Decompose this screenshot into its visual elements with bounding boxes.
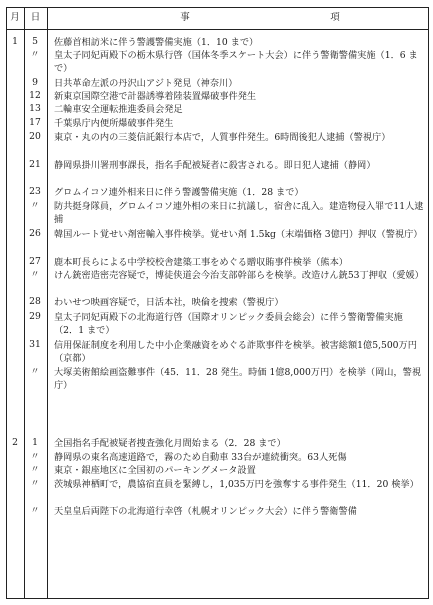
row-event-text: 皇太子同妃両殿下の北海道行啓（国際オリンピック委員会総会）に伴う警衛警備実施（2．1 まで） [54, 312, 403, 336]
row-day: 5 [32, 36, 38, 47]
row-event-text: わいせつ映画容疑で，日活本社，映倫を捜索（警視庁） [54, 297, 284, 308]
table-row [0, 437, 433, 450]
table-row [0, 451, 433, 464]
row-day: 26 [29, 228, 41, 239]
header-event-right: 項 [330, 12, 340, 23]
table-row [0, 311, 433, 337]
table-row [0, 296, 433, 309]
row-event-text: 韓国ルート覚せい剤密輸入事件検挙。覚せい剤 1.5kg（末端価格 3億円）押収（警視庁） [54, 229, 423, 240]
row-event-text: けん銃密造密売容疑で，博徒侠道会今治支部幹部らを検挙。改造けん銃53丁押収（愛媛） [54, 270, 424, 281]
row-day: 12 [29, 90, 41, 101]
row-event-text: 新東京国際空港で計器誘導着陸装置爆破事件発生 [54, 91, 257, 102]
row-event-text: 鹿本町長らによる中学校校舎建築工事をめぐる贈収賄事件検挙（熊本） [54, 257, 348, 268]
header-event-left: 事 [180, 12, 190, 23]
row-event-text: 天皇皇后両陛下の北海道行幸啓（札幌オリンピック大会）に伴う警衛警備 [54, 506, 357, 517]
table-row [0, 36, 433, 49]
row-day: 21 [29, 159, 41, 170]
header-rule [6, 29, 429, 30]
table-row [0, 131, 433, 157]
row-event-text: 全国指名手配被疑者捜査強化月間始まる（2．28 まで） [54, 438, 286, 449]
row-event-text: グロムイコソ連外相来日に伴う警護警備実施（1．28 まで） [54, 187, 304, 198]
row-day: 13 [29, 103, 41, 114]
row-day: 17 [29, 117, 41, 128]
row-day: 20 [29, 131, 41, 142]
header-month: 月 [10, 12, 20, 23]
row-event-text: 二輪車安全運転推進委員会発足 [54, 104, 183, 115]
row-event-text: 皇太子同妃両殿下の栃木県行啓（国体冬季スケート大会）に伴う警衛警備実施（1．6 まで） [54, 50, 418, 74]
bottom-rule [6, 598, 429, 599]
header-day: 日 [30, 12, 41, 23]
table-row [0, 269, 433, 295]
table-row [0, 464, 433, 477]
row-event-text: 佐藤首相訪米に伴う警護警備実施（1．10 まで） [54, 37, 259, 48]
row-event-text: 千葉県庁内便所爆破事件発生 [54, 118, 174, 129]
row-day: 9 [32, 77, 38, 88]
table-row [0, 339, 433, 365]
table-row [0, 366, 433, 392]
row-event-text: 信用保証制度を利用した中小企業融資をめぐる詐欺事件を検挙。被害総額1億5,500万円（京都） [54, 340, 417, 364]
table-row [0, 228, 433, 254]
row-day: 1 [32, 437, 38, 448]
top-rule [6, 7, 429, 8]
row-month: 1 [12, 36, 18, 47]
table-row [0, 103, 433, 116]
row-day: 28 [29, 296, 41, 307]
row-day: 〃 [30, 505, 40, 516]
row-event-text: 防共挺身隊員，グロムイコソ連外相の来日に抗議し，宿舎に乱入。建造物侵入罪で11人逮捕 [54, 201, 424, 225]
row-day: 31 [29, 339, 41, 350]
table-row [0, 200, 433, 226]
row-event-text: 日共革命左派の丹沢山アジト発見（神奈川） [54, 78, 238, 89]
table-row [0, 505, 433, 518]
row-event-text: 大塚美術館絵画盗難事件（45．11．28 発生。時価 1億8,000万円）を検挙（岡山，警視庁） [54, 367, 422, 391]
row-event-text: 静岡県の東名高速道路で，霧のため自動車 33台が連続衝突。63人死傷 [54, 452, 347, 463]
row-event-text: 茨城県神栖町で，農協宿直員を緊縛し，1,035万円を強奪する事件発生（11．20 検挙） [54, 479, 419, 490]
row-month: 2 [12, 437, 18, 448]
row-day: 〃 [30, 451, 40, 462]
table-row [0, 186, 433, 199]
table-row [0, 256, 433, 269]
table-row [0, 159, 433, 185]
row-day: 〃 [30, 49, 40, 60]
row-day: 〃 [30, 269, 40, 280]
table-row [0, 117, 433, 130]
row-day: 27 [29, 256, 41, 267]
row-day: 〃 [30, 200, 40, 211]
row-day: 23 [29, 186, 41, 197]
table-row [0, 49, 433, 75]
table-row [0, 77, 433, 90]
row-event-text: 静岡県掛川署刑事課長，指名手配被疑者に殺害される。即日犯人逮捕（静岡） [54, 160, 376, 171]
row-day: 〃 [30, 478, 40, 489]
row-day: 29 [29, 311, 41, 322]
row-event-text: 東京・丸の内の三菱信託銀行本店で，人質事件発生。6時間後犯人逮捕（警視庁） [54, 132, 391, 143]
row-day: 〃 [30, 464, 40, 475]
table-row [0, 90, 433, 103]
row-event-text: 東京・銀座地区に全国初のパーキングメータ設置 [54, 465, 256, 476]
table-row [0, 478, 433, 504]
row-day: 〃 [30, 366, 40, 377]
